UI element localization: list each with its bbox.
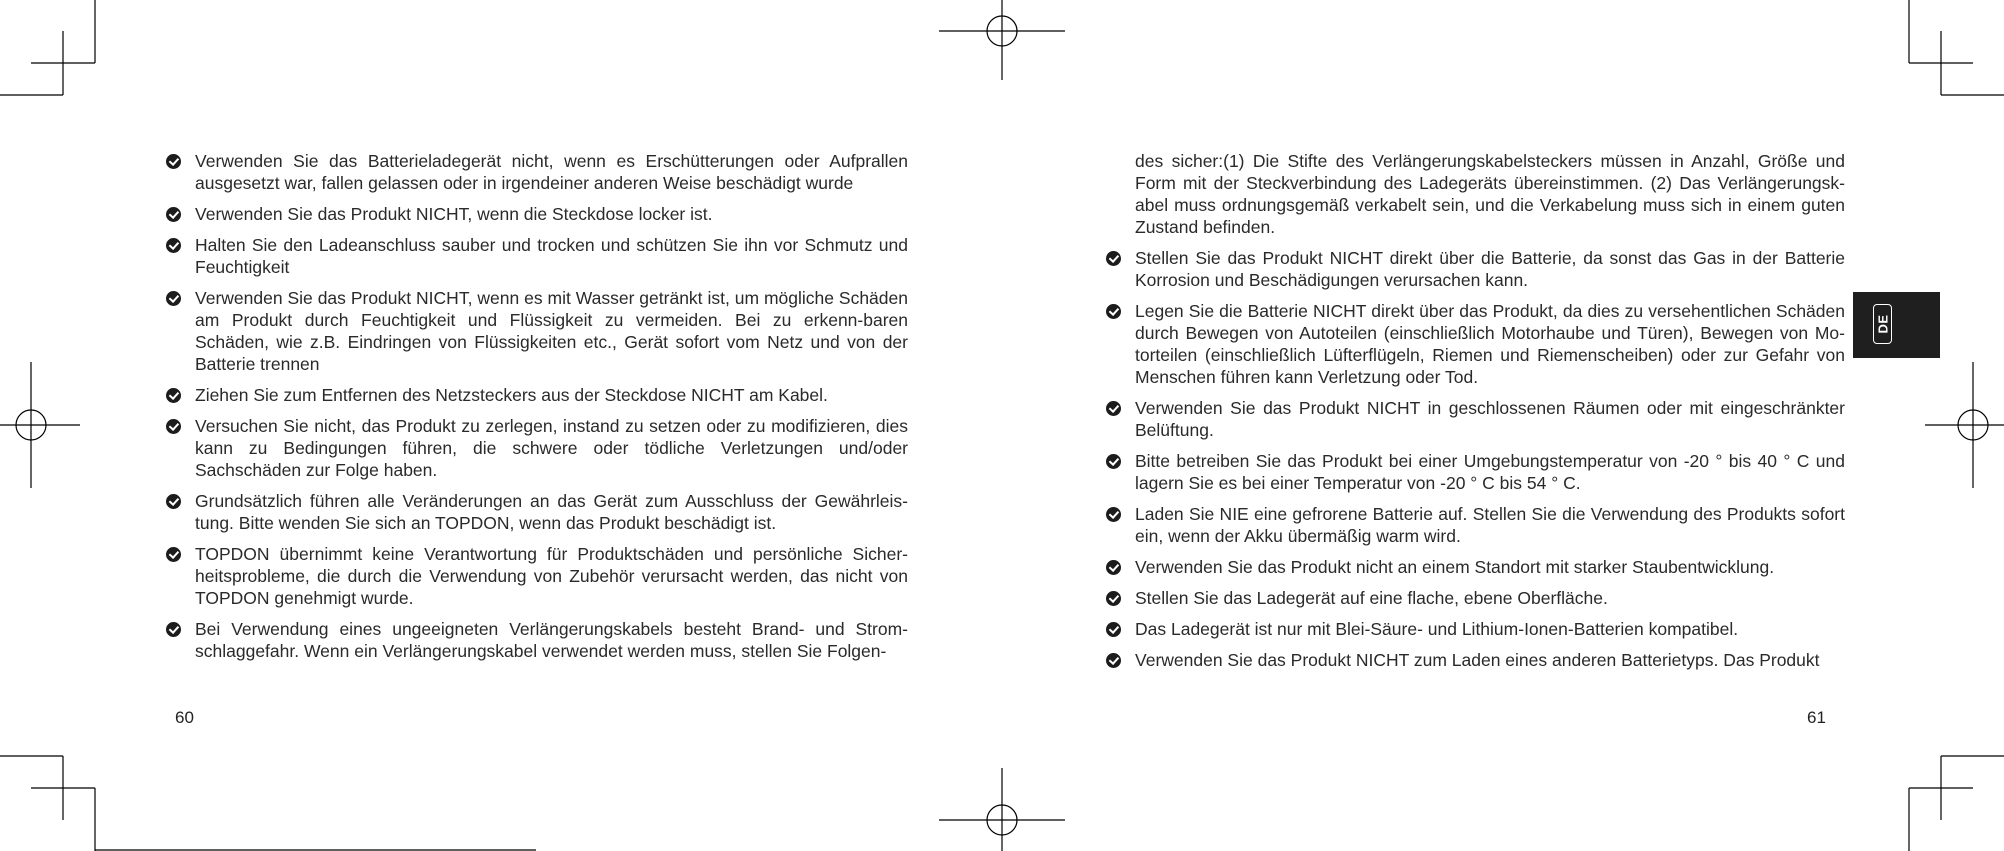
list-item-text: Stellen Sie das Ladegerät auf eine flache, ebene Oberfläche. — [1135, 588, 1608, 608]
check-circle-icon — [166, 494, 181, 509]
check-circle-icon — [1106, 304, 1121, 319]
check-circle-icon — [166, 419, 181, 434]
list-item-text: Verwenden Sie das Produkt NICHT in geschlossenen Räumen oder mit eingeschränkter Belüftung. — [1135, 398, 1845, 440]
list-item — [166, 490, 908, 534]
check-circle-icon — [1106, 507, 1121, 522]
check-circle-icon — [1106, 560, 1121, 575]
check-circle-icon — [1106, 653, 1121, 668]
list-item — [166, 150, 908, 194]
language-badge — [1873, 304, 1892, 344]
list-item — [166, 384, 908, 406]
check-circle-icon — [1106, 251, 1121, 266]
list-item — [166, 203, 908, 225]
list-item-text: TOPDON übernimmt keine Verantwortung für Produktschäden und persönliche Sicher-heitsprobleme, die durch die Verwendung von Zubehör verursacht werden, das nicht von TOPDON genehmigt wurde. — [195, 544, 908, 608]
list-item — [1106, 300, 1845, 388]
list-item-text: Halten Sie den Ladeanschluss sauber und trocken und schützen Sie ihn vor Schmutz und Feuchtigkeit — [195, 235, 908, 277]
list-item-text: Legen Sie die Batterie NICHT direkt über das Produkt, da dies zu versehentlichen Schäden durch Bewegen von Autoteilen (einschließlich Motorhaube und Türen), Bewegen von Mo-torteilen (einschließlich Lüfterflügeln, Riemen und Riemenscheiben) oder zur Gefahr von Menschen führen kann Verletzung oder Tod. — [1135, 301, 1845, 387]
list-item-text: Bei Verwendung eines ungeeigneten Verlängerungskabels besteht Brand- und Strom-schlaggefahr. Wenn ein Verlängerungskabel verwendet werden muss, stellen Sie Folgen- — [195, 619, 908, 661]
list-item-text: Stellen Sie das Produkt NICHT direkt über die Batterie, da sonst das Gas in der Batterie Korrosion und Beschädigungen verursachen kann. — [1135, 248, 1845, 290]
list-item — [1106, 503, 1845, 547]
list-item — [1106, 247, 1845, 291]
check-circle-icon — [166, 622, 181, 637]
list-item-text: Das Ladegerät ist nur mit Blei-Säure- und Lithium-Ionen-Batterien kompatibel. — [1135, 619, 1739, 639]
page-number-right: 61 — [1807, 708, 1826, 727]
list-item — [166, 234, 908, 278]
continued-paragraph: des sicher:(1) Die Stifte des Verlängerungskabelsteckers müssen in Anzahl, Größe und Form mit der Steckverbindung des Ladegeräts übereinstimmen. (2) Das Verlängerungsk-abel muss ordnungsgemäß verkabelt sein, und die Verkabelung muss sich in einem guten Zustand befinden. — [1135, 151, 1845, 237]
check-circle-icon — [1106, 454, 1121, 469]
list-item-text: Laden Sie NIE eine gefrorene Batterie auf. Stellen Sie die Verwendung des Produkts sofort ein, wenn der Akku übermäßig warm wird. — [1135, 504, 1845, 546]
list-item — [1106, 587, 1845, 609]
list-item — [1106, 556, 1845, 578]
language-tab — [1853, 292, 1940, 358]
list-item — [166, 543, 908, 609]
check-circle-icon — [166, 388, 181, 403]
list-item-text: Versuchen Sie nicht, das Produkt zu zerlegen, instand zu setzen oder zu modifizieren, dies kann zu Bedingungen führen, die schwere oder tödliche Verletzungen und/oder Sachschäden zur Folge haben. — [195, 416, 908, 480]
list-item — [1106, 397, 1845, 441]
list-item-text: Grundsätzlich führen alle Veränderungen an das Gerät zum Ausschluss der Gewährleis-tung. Bitte wenden Sie sich an TOPDON, wenn das Produkt beschädigt ist. — [195, 491, 908, 533]
list-item-text: Ziehen Sie zum Entfernen des Netzsteckers aus der Steckdose NICHT am Kabel. — [195, 385, 828, 405]
list-item — [1106, 649, 1845, 671]
list-item-text: Verwenden Sie das Batterieladegerät nicht, wenn es Erschütterungen oder Aufprallen ausgesetzt war, fallen gelassen oder in irgendeiner anderen Weise beschädigt wurde — [195, 151, 908, 193]
list-item-text: Verwenden Sie das Produkt nicht an einem Standort mit starker Staubentwicklung. — [1135, 557, 1775, 577]
check-circle-icon — [166, 154, 181, 169]
list-item-text: Verwenden Sie das Produkt NICHT, wenn es mit Wasser getränkt ist, um mögliche Schäden am Produkt durch Feuchtigkeit und Flüssigkeit zu vermeiden. Bei zu erkenn-baren Schäden, wie z.B. Eindringen von Flüssigkeiten etc., Gerät sofort vom Netz und von der Batterie trennen — [195, 288, 908, 374]
list-item-text: Verwenden Sie das Produkt NICHT, wenn die Steckdose locker ist. — [195, 204, 713, 224]
check-circle-icon — [166, 207, 181, 222]
check-circle-icon — [1106, 591, 1121, 606]
list-item — [166, 287, 908, 375]
check-circle-icon — [1106, 622, 1121, 637]
page-number-left: 60 — [175, 708, 194, 727]
check-circle-icon — [1106, 401, 1121, 416]
list-item-text: Bitte betreiben Sie das Produkt bei einer Umgebungstemperatur von -20 ° bis 40 ° C und lagern Sie es bei einer Temperatur von -20 ° C bis 54 ° C. — [1135, 451, 1845, 493]
right-page-content — [1106, 150, 1845, 680]
check-circle-icon — [166, 547, 181, 562]
check-circle-icon — [166, 238, 181, 253]
language-label: DE — [1875, 314, 1890, 334]
list-item — [1106, 450, 1845, 494]
list-item — [166, 415, 908, 481]
list-item-text: Verwenden Sie das Produkt NICHT zum Laden eines anderen Batterietyps. Das Produkt — [1135, 650, 1820, 670]
left-page-content — [166, 150, 908, 671]
list-item — [1106, 618, 1845, 640]
check-circle-icon — [166, 291, 181, 306]
list-item — [166, 618, 908, 662]
